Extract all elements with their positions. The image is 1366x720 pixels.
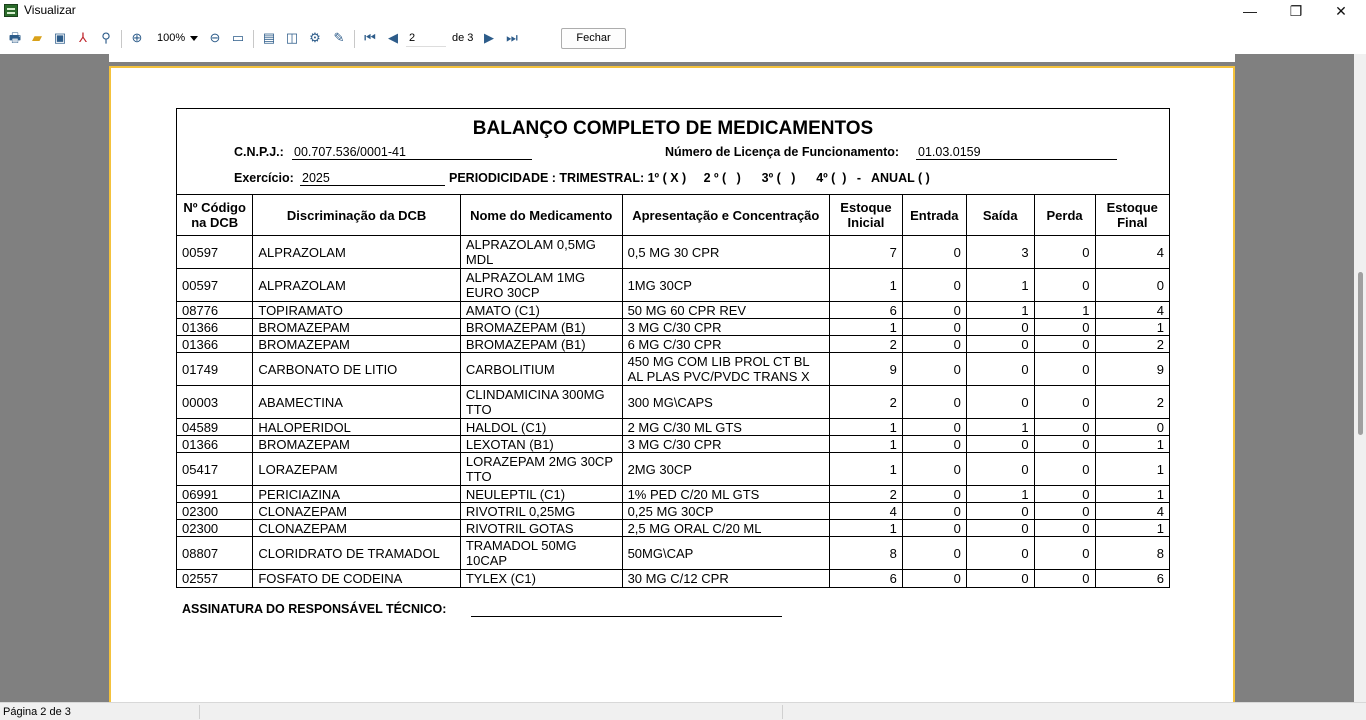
table-cell: CARBOLITIUM (460, 353, 622, 386)
close-preview-button[interactable]: Fechar (561, 28, 626, 49)
table-cell: BROMAZEPAM (B1) (460, 319, 622, 336)
table-cell: 02557 (177, 570, 253, 587)
table-cell: 0 (902, 353, 966, 386)
app-icon (4, 4, 18, 17)
table-cell: TYLEX (C1) (460, 570, 622, 587)
open-folder-icon[interactable]: ▰ (32, 30, 42, 45)
table-cell: 0 (966, 336, 1034, 353)
table-cell: 4 (1095, 503, 1169, 520)
table-cell: BROMAZEPAM (253, 436, 461, 453)
page-status: Página 2 de 3 (3, 706, 71, 718)
table-cell: 0 (902, 302, 966, 319)
report-page (109, 66, 1235, 702)
table-cell: FOSFATO DE CODEINA (253, 570, 461, 587)
table-row (177, 302, 1169, 319)
toolbar-divider (121, 30, 122, 48)
table-cell: 0 (1034, 436, 1095, 453)
table-cell: 4 (1095, 302, 1169, 319)
scrollbar-thumb[interactable] (1358, 272, 1363, 435)
table-cell: ABAMECTINA (253, 386, 461, 419)
table-cell: HALDOL (C1) (460, 419, 622, 436)
license-label: Número de Licença de Funcionamento: (665, 145, 900, 159)
toolbar (0, 22, 1366, 54)
table-cell: AMATO (C1) (460, 302, 622, 319)
table-cell: RIVOTRIL 0,25MG (460, 503, 622, 520)
table-cell: CLORIDRATO DE TRAMADOL (253, 537, 461, 570)
table-cell: 0 (1034, 503, 1095, 520)
column-header: Perda (1034, 195, 1095, 236)
table-cell: 0 (1034, 269, 1095, 302)
table-cell: 0 (902, 570, 966, 587)
table-cell: 30 MG C/12 CPR (622, 570, 829, 587)
table-cell: BROMAZEPAM (253, 319, 461, 336)
cnpj-label: C.N.P.J.: (234, 145, 284, 159)
toolbar-divider (253, 30, 254, 48)
table-cell: 3 MG C/30 CPR (622, 319, 829, 336)
table-row (177, 269, 1169, 302)
previous-page-edge (109, 54, 1235, 62)
medication-table (177, 194, 1169, 587)
table-cell: 0 (1034, 353, 1095, 386)
table-cell: 0 (902, 319, 966, 336)
next-page-icon[interactable]: ▶ (484, 30, 494, 45)
table-cell: 0 (902, 537, 966, 570)
table-cell: 01749 (177, 353, 253, 386)
table-cell: 0 (902, 436, 966, 453)
table-cell: ALPRAZOLAM (253, 236, 461, 269)
table-cell: 0 (1034, 520, 1095, 537)
column-header: Discriminação da DCB (253, 195, 461, 236)
table-header (177, 195, 1169, 236)
table-cell: 6 MG C/30 CPR (622, 336, 829, 353)
table-cell: 2 (1095, 336, 1169, 353)
column-header: Estoque Final (1095, 195, 1169, 236)
zoom-out-icon[interactable]: ⊖ (209, 30, 221, 45)
table-cell: 7 (830, 236, 903, 269)
table-cell: 2 (830, 486, 903, 503)
table-cell: 1 (966, 302, 1034, 319)
table-cell: LORAZEPAM 2MG 30CP TTO (460, 453, 622, 486)
first-page-icon[interactable]: ⏮ (364, 30, 376, 45)
table-cell: 0 (966, 453, 1034, 486)
table-cell: RIVOTRIL GOTAS (460, 520, 622, 537)
vertical-scrollbar[interactable] (1354, 54, 1366, 702)
column-header: Entrada (902, 195, 966, 236)
status-divider (782, 705, 783, 719)
column-header: Estoque Inicial (830, 195, 903, 236)
table-cell: 0 (1034, 570, 1095, 587)
table-cell: 1 (966, 419, 1034, 436)
table-cell: ALPRAZOLAM 1MG EURO 30CP (460, 269, 622, 302)
find-icon[interactable]: ⚲ (101, 30, 111, 45)
table-cell: 1 (1095, 486, 1169, 503)
table-cell: 1 (830, 453, 903, 486)
table-cell: 0 (966, 386, 1034, 419)
table-row (177, 570, 1169, 587)
last-page-icon[interactable]: ⏭ (506, 30, 518, 45)
exercise-label: Exercício: (234, 171, 294, 185)
table-cell: 0 (902, 336, 966, 353)
table-cell: 0 (966, 570, 1034, 587)
minimize-button[interactable]: — (1243, 3, 1257, 19)
table-cell: TOPIRAMATO (253, 302, 461, 319)
table-cell: 08807 (177, 537, 253, 570)
status-bar (0, 702, 1366, 720)
table-cell: 0 (1034, 336, 1095, 353)
page-total-label: de 3 (452, 32, 474, 44)
table-cell: 00597 (177, 269, 253, 302)
table-cell: 0,5 MG 30 CPR (622, 236, 829, 269)
table-cell: 50MG\CAP (622, 537, 829, 570)
table-cell: 0 (966, 353, 1034, 386)
table-cell: 00597 (177, 236, 253, 269)
save-icon[interactable]: ▣ (53, 30, 67, 45)
table-cell: LORAZEPAM (253, 453, 461, 486)
table-cell: 08776 (177, 302, 253, 319)
table-cell: 4 (1095, 236, 1169, 269)
table-cell: 2 (830, 386, 903, 419)
table-cell: LEXOTAN (B1) (460, 436, 622, 453)
table-cell: 3 MG C/30 CPR (622, 436, 829, 453)
table-cell: 1% PED C/20 ML GTS (622, 486, 829, 503)
table-cell: 0 (966, 503, 1034, 520)
table-cell: 1 (1095, 319, 1169, 336)
table-cell: CLONAZEPAM (253, 520, 461, 537)
table-row (177, 537, 1169, 570)
table-cell: CARBONATO DE LITIO (253, 353, 461, 386)
header-row-period (177, 166, 1169, 194)
zoom-in-icon[interactable]: ⊕ (131, 30, 143, 45)
table-row (177, 386, 1169, 419)
table-cell: 0 (902, 503, 966, 520)
table-cell: 0 (966, 537, 1034, 570)
table-cell: 2 (830, 336, 903, 353)
table-cell: CLONAZEPAM (253, 503, 461, 520)
header-row-ids (177, 141, 1169, 166)
single-page-icon[interactable]: ▤ (262, 30, 276, 45)
page-width-icon[interactable]: ▭ (231, 30, 245, 45)
table-cell: 6 (1095, 570, 1169, 587)
table-cell: 1 (830, 319, 903, 336)
table-row (177, 520, 1169, 537)
table-cell: 0 (966, 319, 1034, 336)
table-cell: 0 (902, 453, 966, 486)
table-cell: 9 (1095, 353, 1169, 386)
column-header: Saída (966, 195, 1034, 236)
table-cell: 1 (1095, 520, 1169, 537)
table-cell: 0 (1034, 319, 1095, 336)
table-cell: 4 (830, 503, 903, 520)
table-cell: 01366 (177, 319, 253, 336)
table-cell: 1 (966, 486, 1034, 503)
table-cell: 02300 (177, 503, 253, 520)
table-cell: 2MG 30CP (622, 453, 829, 486)
title-bar (0, 0, 1366, 22)
table-cell: ALPRAZOLAM (253, 269, 461, 302)
exercise-value: 2025 (300, 171, 445, 186)
table-cell: 9 (830, 353, 903, 386)
signature-line (471, 616, 782, 617)
table-cell: BROMAZEPAM (253, 336, 461, 353)
table-cell: 1 (966, 269, 1034, 302)
close-window-button[interactable]: ✕ (1335, 3, 1347, 19)
table-cell: 2 MG C/30 ML GTS (622, 419, 829, 436)
print-icon[interactable]: 🖶 (8, 30, 22, 45)
table-cell: 0 (902, 269, 966, 302)
column-header: Apresentação e Concentração (622, 195, 829, 236)
table-cell: 0 (1034, 486, 1095, 503)
table-cell: 8 (1095, 537, 1169, 570)
table-cell: BROMAZEPAM (B1) (460, 336, 622, 353)
table-cell: 1 (1095, 436, 1169, 453)
table-cell: 6 (830, 570, 903, 587)
table-row (177, 486, 1169, 503)
toolbar-divider (354, 30, 355, 48)
column-header: Nº Código na DCB (177, 195, 253, 236)
preview-viewport[interactable] (0, 54, 1366, 702)
table-cell: 01366 (177, 336, 253, 353)
license-value: 01.03.0159 (916, 145, 1117, 160)
page-number-input[interactable] (406, 30, 446, 47)
table-cell: 50 MG 60 CPR REV (622, 302, 829, 319)
pdf-export-icon[interactable]: ⅄ (79, 30, 87, 45)
table-cell: 0 (902, 520, 966, 537)
table-row (177, 353, 1169, 386)
table-cell: 0 (902, 419, 966, 436)
table-cell: NEULEPTIL (C1) (460, 486, 622, 503)
table-cell: 0,25 MG 30CP (622, 503, 829, 520)
report-title: BALANÇO COMPLETO DE MEDICAMENTOS (472, 118, 874, 139)
table-cell: CLINDAMICINA 300MG TTO (460, 386, 622, 419)
table-cell: 01366 (177, 436, 253, 453)
status-divider (199, 705, 200, 719)
table-cell: 0 (1034, 453, 1095, 486)
table-cell: 3 (966, 236, 1034, 269)
table-cell: 04589 (177, 419, 253, 436)
table-cell: 1 (830, 436, 903, 453)
table-row (177, 503, 1169, 520)
table-cell: 450 MG COM LIB PROL CT BL AL PLAS PVC/PVDC TRANS X (622, 353, 829, 386)
table-cell: 1 (1095, 453, 1169, 486)
table-cell: PERICIAZINA (253, 486, 461, 503)
table-cell: 06991 (177, 486, 253, 503)
table-cell: 0 (966, 436, 1034, 453)
table-cell: HALOPERIDOL (253, 419, 461, 436)
report-frame (176, 108, 1170, 588)
table-cell: 2 (1095, 386, 1169, 419)
table-row (177, 336, 1169, 353)
column-header: Nome do Medicamento (460, 195, 622, 236)
two-pages-icon[interactable]: ◫ (285, 30, 299, 45)
table-cell: 0 (902, 386, 966, 419)
table-cell: 0 (1095, 419, 1169, 436)
table-cell: 0 (1095, 269, 1169, 302)
table-cell: ALPRAZOLAM 0,5MG MDL (460, 236, 622, 269)
table-cell: 0 (1034, 386, 1095, 419)
table-row (177, 236, 1169, 269)
settings-icon[interactable]: ⚙ (309, 30, 321, 45)
zoom-select[interactable]: 100% (157, 32, 186, 44)
table-cell: 05417 (177, 453, 253, 486)
table-cell: 0 (902, 486, 966, 503)
table-cell: 00003 (177, 386, 253, 419)
window-title: Visualizar (24, 3, 76, 17)
periodicity-text: PERIODICIDADE : TRIMESTRAL: 1º ( X ) 2 º ( ) 3º ( ) 4º ( ) - ANUAL ( ) (449, 171, 930, 185)
table-cell: 1 (830, 520, 903, 537)
cnpj-value: 00.707.536/0001-41 (292, 145, 532, 160)
table-cell: 6 (830, 302, 903, 319)
table-cell: 1 (830, 419, 903, 436)
table-cell: 2,5 MG ORAL C/20 ML (622, 520, 829, 537)
table-cell: 0 (1034, 236, 1095, 269)
table-cell: 02300 (177, 520, 253, 537)
table-cell: 1MG 30CP (622, 269, 829, 302)
signature-label: ASSINATURA DO RESPONSÁVEL TÉCNICO: (182, 602, 447, 616)
table-cell: 0 (902, 236, 966, 269)
table-cell: 8 (830, 537, 903, 570)
table-cell: 1 (830, 269, 903, 302)
table-cell: 1 (1034, 302, 1095, 319)
table-row (177, 436, 1169, 453)
table-row (177, 419, 1169, 436)
table-row (177, 453, 1169, 486)
table-cell: 300 MG\CAPS (622, 386, 829, 419)
table-cell: 0 (966, 520, 1034, 537)
table-cell: 0 (1034, 537, 1095, 570)
chevron-down-icon[interactable] (190, 36, 198, 41)
table-cell: 0 (1034, 419, 1095, 436)
table-row (177, 319, 1169, 336)
edit-icon[interactable]: ✎ (333, 30, 345, 45)
table-cell: TRAMADOL 50MG 10CAP (460, 537, 622, 570)
previous-page-icon[interactable]: ◀ (388, 30, 398, 45)
maximize-button[interactable]: ❐ (1289, 3, 1303, 19)
